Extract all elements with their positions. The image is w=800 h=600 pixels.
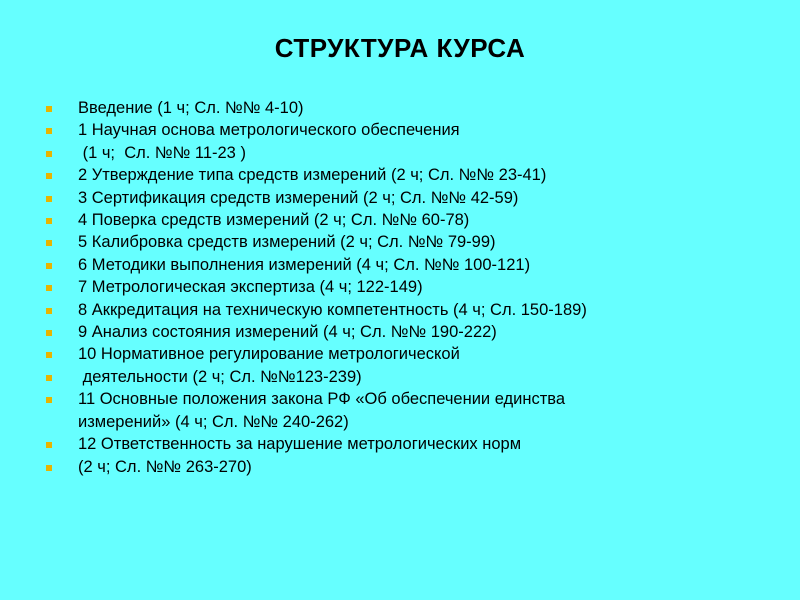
list-item-text: 11 Основные положения закона РФ «Об обеспечении единства измерений» (4 ч; Сл. №№ 240-262) — [78, 390, 566, 431]
list-item — [46, 187, 766, 209]
list-item-text: 3 Сертификация средств измерений (2 ч; Сл. №№ 42-59) — [78, 188, 519, 207]
list-item-text: 4 Поверка средств измерений (2 ч; Сл. №№ 60-78) — [78, 211, 470, 230]
bullet-icon — [46, 218, 52, 224]
bullet-icon — [46, 173, 52, 179]
list-item-text: 6 Методики выполнения измерений (4 ч; Сл. №№ 100-121) — [78, 255, 531, 274]
list-item-text: 2 Утверждение типа средств измерений (2 ч; Сл. №№ 23-41) — [78, 166, 547, 185]
list-item — [46, 97, 766, 119]
list-item — [46, 343, 766, 365]
list-item — [46, 388, 766, 433]
bullet-icon — [46, 397, 52, 403]
list-item-text: (2 ч; Сл. №№ 263-270) — [78, 457, 252, 476]
bullet-icon — [46, 442, 52, 448]
list-item — [46, 231, 766, 253]
bullet-icon — [46, 375, 52, 381]
list-item — [46, 254, 766, 276]
list-item — [46, 299, 766, 321]
list-item-text: 5 Калибровка средств измерений (2 ч; Сл. №№ 79-99) — [78, 233, 496, 252]
list-item-text: 7 Метрологическая экспертиза (4 ч; 122-149) — [78, 278, 423, 297]
list-item — [46, 209, 766, 231]
list-item-text: Введение (1 ч; Сл. №№ 4-10) — [78, 99, 304, 117]
list-item-text: (1 ч; Сл. №№ 11-23 ) — [78, 143, 246, 162]
bullet-icon — [46, 285, 52, 291]
bullet-icon — [46, 330, 52, 336]
slide-title: СТРУКТУРА КУРСА — [274, 33, 526, 63]
list-item — [46, 276, 766, 298]
bullet-icon — [46, 465, 52, 471]
list-item-text: 12 Ответственность за нарушение метрологических норм — [78, 435, 522, 454]
bullet-icon — [46, 240, 52, 246]
bullet-icon — [46, 308, 52, 314]
list-item-text: деятельности (2 ч; Сл. №№123-239) — [78, 367, 362, 386]
list-item — [46, 321, 766, 343]
list-item — [46, 119, 766, 141]
list-item — [46, 142, 766, 164]
list-item — [46, 456, 766, 478]
list-item — [46, 433, 766, 455]
list-item — [46, 366, 766, 388]
bullet-icon — [46, 352, 52, 358]
list-item-text: 1 Научная основа метрологического обеспечения — [78, 121, 460, 140]
course-structure-list — [46, 97, 766, 478]
list-item-text: 10 Нормативное регулирование метрологической — [78, 345, 460, 364]
bullet-icon — [46, 196, 52, 202]
bullet-icon — [46, 151, 52, 157]
list-item — [46, 164, 766, 186]
list-item-text: 8 Аккредитация на техническую компетентность (4 ч; Сл. 150-189) — [78, 300, 587, 319]
bullet-icon — [46, 263, 52, 269]
list-item-text: 9 Анализ состояния измерений (4 ч; Сл. №№ 190-222) — [78, 323, 497, 342]
bullet-icon — [46, 128, 52, 134]
bullet-icon — [46, 106, 52, 112]
